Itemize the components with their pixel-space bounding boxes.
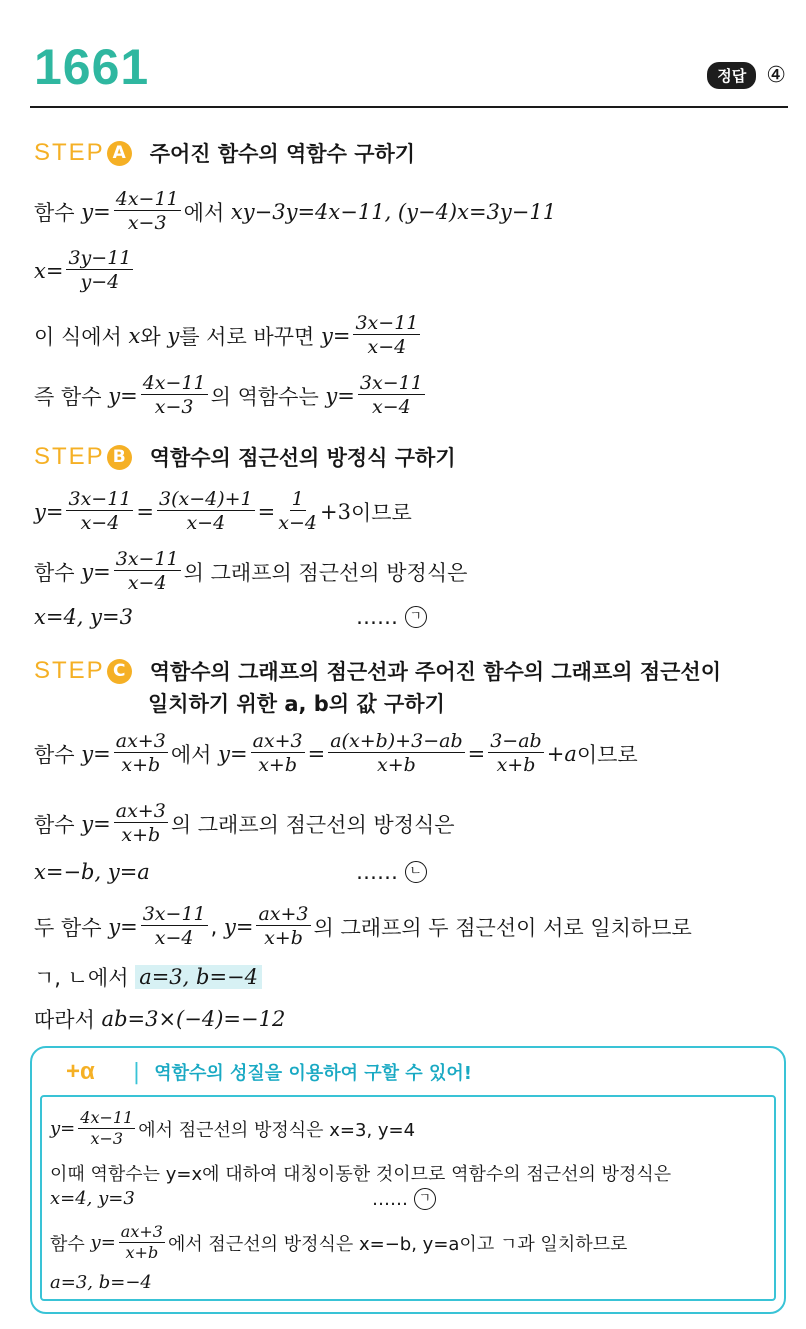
eq-line-a3: 이 식에서 x 와 y 를 서로 바꾸면 y = $\frac{3x-11}{x-4}$ bbox=[34, 312, 419, 358]
problem-number: 1661 bbox=[34, 39, 150, 95]
eq-line-c3: x=−b, y=a bbox=[34, 860, 150, 884]
eq-line-b3: x=4, y=3 bbox=[34, 605, 133, 629]
tip-line-2: 이때 역함수는 y=x에 대하여 대칭이동한 것이므로 역함수의 점근선의 방정식은 bbox=[50, 1164, 672, 1185]
step-c-heading-2: 일치하기 위한 a, b의 값 구하기 bbox=[148, 692, 445, 716]
answer-value: ④ bbox=[766, 63, 786, 88]
tip-line-3: x=4, y=3 bbox=[50, 1188, 135, 1209]
marker-gyak: …… ㄱ bbox=[356, 605, 427, 629]
eq-line-b1: y = $\frac{3x-11}{x-4}$ = $\frac{3(x-4)+1}{x-4}$ = $\frac{1}{x-4}$ +3 이므로 bbox=[34, 488, 412, 534]
eq-line-c4: 두 함수 y = $\frac{3x-11}{x-4}$ , y = $\frac{ax+3}{x+b}$ 의 그래프의 두 점근선이 서로 일치하므로 bbox=[34, 903, 692, 949]
marker-circle: ㄴ bbox=[405, 861, 427, 883]
eq-line-a1: 함수 y = $\frac{4x-11}{x-3}$ 에서 xy−3y=4x−11, (y−4)x=3y−11 bbox=[34, 188, 557, 234]
fraction: $\frac{4x-11}{x-3}$ bbox=[115, 188, 179, 234]
answer-indicator bbox=[707, 62, 786, 89]
tip-line-5: a=3, b=−4 bbox=[50, 1272, 152, 1293]
marker-nieun: …… ㄴ bbox=[356, 860, 427, 884]
tip-line-1: y = $\frac{4x-11}{x-3}$ 에서 점근선의 방정식은 x=3, y=4 bbox=[50, 1108, 416, 1148]
marker-circle: ㄱ bbox=[405, 606, 427, 628]
step-letter-c: C bbox=[107, 659, 132, 684]
eq-line-c6: 따라서 ab=3×(−4)=−12 bbox=[34, 1007, 286, 1032]
step-c-heading: STEP C 역함수의 그래프의 점근선과 주어진 함수의 그래프의 점근선이 bbox=[34, 657, 721, 684]
step-letter-b: B bbox=[107, 445, 132, 470]
eq-line-a4: 즉 함수 y = $\frac{4x-11}{x-3}$ 의 역함수는 y = $\frac{3x-11}{x-4}$ bbox=[34, 372, 423, 418]
tip-title: 역함수의 성질을 이용하여 구할 수 있어! bbox=[154, 1063, 472, 1084]
header-rule bbox=[30, 106, 788, 108]
tip-line-4: 함수 y = $\frac{ax+3}{x+b}$ 에서 점근선의 방정식은 x=−b, y=a이고 ㄱ과 일치하므로 bbox=[50, 1222, 628, 1262]
step-title: 주어진 함수의 역함수 구하기 bbox=[149, 142, 416, 166]
eq-line-c5: ㄱ, ㄴ에서 a=3, b=−4 bbox=[34, 962, 262, 992]
step-letter-a: A bbox=[107, 141, 132, 166]
eq-line-b2: 함수 y = $\frac{3x-11}{x-4}$ 의 그래프의 점근선의 방정식은 bbox=[34, 548, 468, 594]
answer-badge: 정답 bbox=[707, 62, 756, 89]
step-a-heading bbox=[34, 138, 415, 168]
step-b-heading: STEP B 역함수의 점근선의 방정식 구하기 bbox=[34, 443, 456, 470]
eq-line-c2: 함수 y = $\frac{ax+3}{x+b}$ 의 그래프의 점근선의 방정식은 bbox=[34, 800, 455, 846]
eq-line-a2: x = $\frac{3y-11}{y-4}$ bbox=[34, 247, 132, 293]
plus-alpha-icon: +α bbox=[66, 1058, 95, 1085]
fraction: $\frac{3y-11}{y-4}$ bbox=[68, 247, 132, 293]
step-word: STEP bbox=[34, 139, 105, 166]
fraction: $\frac{3x-11}{x-4}$ bbox=[355, 312, 419, 358]
highlighted-answer: a=3, b=−4 bbox=[135, 965, 262, 989]
tip-marker: …… ㄱ bbox=[372, 1188, 436, 1210]
tip-header: +α | 역함수의 성질을 이용하여 구할 수 있어! bbox=[66, 1058, 472, 1085]
eq-line-c1: 함수 y = $\frac{ax+3}{x+b}$ 에서 y = $\frac{ax+3}{x+b}$ = $\frac{a(x+b)+3-ab}{x+b}$ = $\frac{3-ab}{x+b}$ +a 이므로 bbox=[34, 730, 638, 776]
